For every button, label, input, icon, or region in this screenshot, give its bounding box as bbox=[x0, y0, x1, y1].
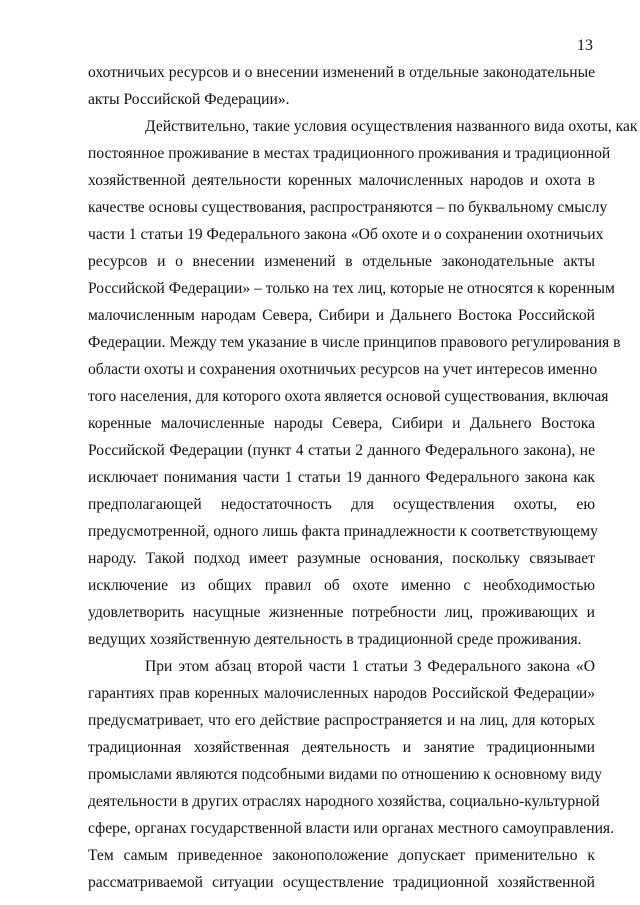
text-line: исключение из общих правил об охоте именно с необходимостью bbox=[88, 577, 595, 594]
text-line: области охоты и сохранения охотничьих ресурсов на учет интересов именно bbox=[88, 361, 598, 378]
text-line: Действительно, такие условия осуществления названного вида охоты, как bbox=[145, 118, 638, 135]
text-line: народу. Такой подход имеет разумные основания, поскольку связывает bbox=[88, 550, 595, 567]
text-line: предусматривает, что его действие распространяется и на лиц, для которых bbox=[88, 712, 595, 729]
text-line: предполагающей недостаточность для осуществления охоты, ею bbox=[88, 496, 595, 513]
text-line: охотничьих ресурсов и о внесении изменений в отдельные законодательные bbox=[88, 64, 595, 81]
text-line: хозяйственной деятельности коренных малочисленных народов и охота в bbox=[88, 172, 595, 189]
paragraph bbox=[88, 59, 595, 113]
text-line: коренные малочисленные народы Севера, Сибири и Дальнего Востока bbox=[88, 415, 595, 432]
text-line: Российской Федерации (пункт 4 статьи 2 данного Федерального закона), не bbox=[88, 442, 595, 459]
text-line: Российской Федерации» – только на тех лиц, которые не относятся к коренным bbox=[88, 280, 615, 297]
text-line: исключает понимания части 1 статьи 19 данного Федерального закона как bbox=[88, 469, 595, 486]
text-line: промыслами являются подсобными видами по отношению к основному виду bbox=[88, 766, 603, 783]
text-line: качестве основы существования, распространяются – по буквальному смыслу bbox=[88, 199, 608, 216]
text-line: Федерации. Между тем указание в числе принципов правового регулирования в bbox=[88, 334, 621, 351]
text-line: ресурсов и о внесении изменений в отдельные законодательные акты bbox=[88, 253, 595, 270]
paragraph bbox=[88, 653, 614, 896]
page-number: 13 bbox=[577, 37, 593, 54]
document-body bbox=[88, 59, 638, 896]
text-line: Тем самым приведенное законоположение допускает применительно к bbox=[88, 847, 595, 864]
text-line: ведущих хозяйственную деятельность в традиционной среде проживания. bbox=[88, 631, 582, 648]
text-line: деятельности в других отраслях народного хозяйства, социально-культурной bbox=[88, 793, 600, 810]
text-line: сфере, органах государственной власти или органах местного самоуправления. bbox=[88, 820, 614, 837]
text-line: удовлетворить насущные жизненные потребности лиц, проживающих и bbox=[88, 604, 595, 621]
text-line: гарантиях прав коренных малочисленных народов Российской Федерации» bbox=[88, 685, 595, 702]
text-line: малочисленным народам Севера, Сибири и Дальнего Востока Российской bbox=[88, 307, 595, 324]
text-line: постоянное проживание в местах традиционного проживания и традиционной bbox=[88, 145, 611, 162]
text-line: акты Российской Федерации». bbox=[88, 91, 290, 108]
text-line: того населения, для которого охота является основой существования, включая bbox=[88, 388, 609, 405]
text-line: рассматриваемой ситуации осуществление традиционной хозяйственной bbox=[88, 874, 595, 891]
text-line: предусмотренной, одного лишь факта принадлежности к соответствующему bbox=[88, 523, 598, 540]
text-line: части 1 статьи 19 Федерального закона «Об охоте и о сохранении охотничьих bbox=[88, 226, 604, 243]
text-line: При этом абзац второй части 1 статьи 3 Федерального закона «О bbox=[145, 658, 595, 675]
paragraph bbox=[88, 113, 638, 653]
text-line: традиционная хозяйственная деятельность и занятие традиционными bbox=[88, 739, 595, 756]
